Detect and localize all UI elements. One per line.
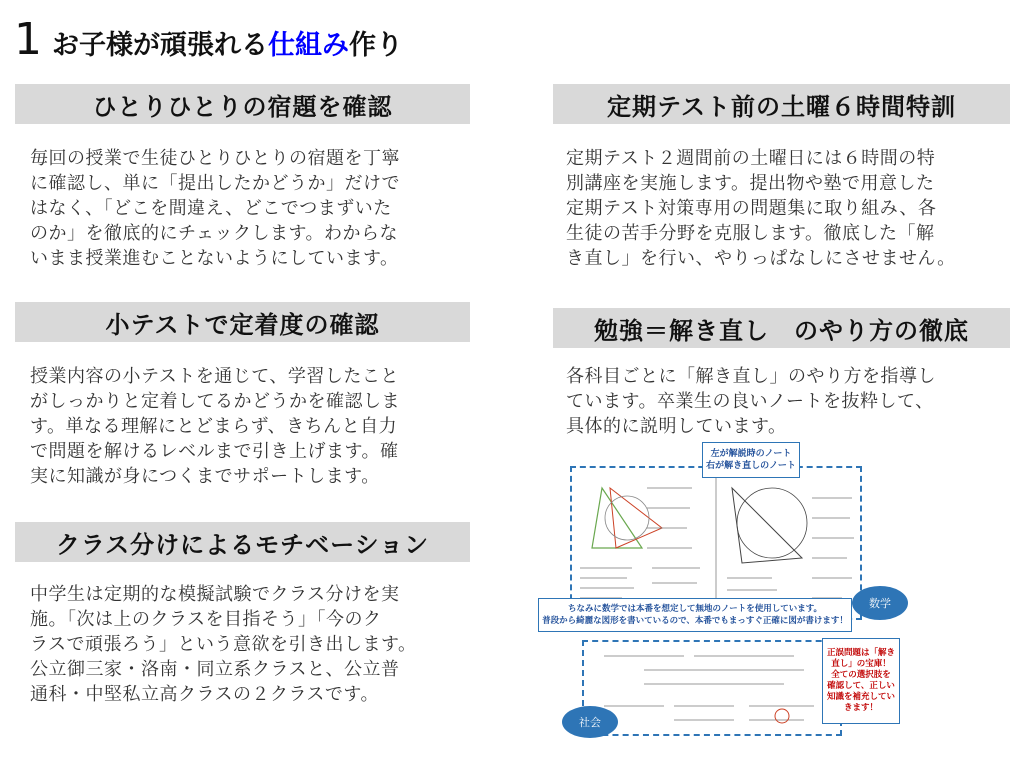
text-line: ラスで頑張ろう」という意欲を引き出します。: [30, 634, 417, 655]
callout-true-false: [822, 638, 900, 724]
body-class-division: [30, 582, 490, 707]
text-line: 授業内容の小テストを通じて、学習したこと: [30, 366, 399, 387]
math-notebook-sketch: [572, 468, 860, 618]
text-line: す。単なる理解にとどまらず、きちんと自力: [30, 416, 398, 437]
text-line: 公立御三家・洛南・同立系クラスと、公立普: [30, 659, 400, 680]
social-notebook-sketch: [584, 642, 840, 734]
text-line: 通科・中堅私立高クラスの２クラスです。: [30, 684, 379, 705]
callout-line: 確認して、正しい: [827, 681, 895, 691]
text-line: のか」を徹底的にチェックします。わからな: [30, 223, 399, 244]
title-text-after: 作り: [349, 30, 403, 61]
page-title: [14, 14, 403, 64]
heading-homework-check: ひとりひとりの宿題を確認: [15, 84, 470, 124]
text-line: 施。「次は上のクラスを目指そう」「今のク: [30, 609, 382, 630]
text-line: 定期テスト対策専用の問題集に取り組み、各: [566, 198, 937, 219]
callout-line: 右が解き直しのノート: [706, 461, 796, 471]
body-mini-test: [30, 364, 480, 489]
text-line: 毎回の授業で生徒ひとりひとりの宿題を丁寧: [30, 148, 400, 169]
heading-mini-test: 小テストで定着度の確認: [15, 302, 470, 342]
callout-line: 全ての選択肢を: [831, 670, 891, 680]
callout-line: 正誤問題は「解き: [826, 648, 895, 658]
math-label-badge: 数学: [852, 586, 908, 620]
text-line: 実に知識が身につくまでサポートします。: [30, 466, 380, 487]
text-line: がしっかりと定着してるかどうかを確認しま: [30, 391, 400, 412]
callout-notebook-comparison: [702, 442, 800, 478]
social-notebook-image: [582, 640, 842, 736]
callout-math-note: [538, 598, 852, 632]
text-line: 生徒の苦手分野を克服します。徹底した「解: [566, 223, 935, 244]
body-resolve-method: [566, 364, 1016, 439]
social-label-badge: 社会: [562, 706, 618, 738]
title-text-before: お子様が頑張れる: [52, 30, 268, 61]
callout-line: ちなみに数学では本番を想定して無地のノートを使用しています。: [567, 604, 823, 614]
callout-line: 直し」の宝庫！: [831, 659, 891, 669]
text-line: 中学生は定期的な模擬試験でクラス分けを実: [30, 584, 400, 605]
text-line: いまま授業進むことないようにしています。: [30, 248, 399, 269]
text-line: 各科目ごとに「解き直し」のやり方を指導し: [566, 366, 936, 387]
text-line: 具体的に説明しています。: [566, 416, 787, 437]
text-line: で問題を解けるレベルまで引き上げます。確: [30, 441, 399, 462]
text-line: ています。卒業生の良いノートを抜粋して、: [566, 391, 934, 412]
callout-line: きます！: [843, 703, 878, 713]
notebook-examples: [530, 440, 1024, 740]
callout-line: 知識を補充してい: [826, 692, 895, 702]
text-line: はなく、「どこを間違え、どこでつまずいた: [30, 198, 392, 219]
text-line: 定期テスト２週間前の土曜日には６時間の特: [566, 148, 936, 169]
heading-class-division: クラス分けによるモチベーション: [15, 522, 470, 562]
title-highlight: 仕組み: [268, 30, 349, 61]
callout-line: 左が解説時のノート: [710, 449, 792, 459]
section-number: 1: [14, 14, 42, 65]
body-homework-check: [30, 146, 480, 271]
text-line: 別講座を実施します。提出物や塾で用意した: [566, 173, 935, 194]
heading-resolve-method: 勉強＝解き直し のやり方の徹底: [553, 308, 1010, 348]
math-notebook-image: [567, 466, 862, 620]
body-saturday-training: [566, 146, 1016, 271]
callout-line: 普段から綺麗な図形を書いているので、本番でもまっすぐ正確に図が書けます！: [542, 616, 848, 626]
text-line: に確認し、単に「提出したかどうか」だけで: [30, 173, 400, 194]
heading-saturday-training: 定期テスト前の土曜６時間特訓: [553, 84, 1010, 124]
text-line: き直し」を行い、やりっぱなしにさせません。: [566, 248, 956, 269]
